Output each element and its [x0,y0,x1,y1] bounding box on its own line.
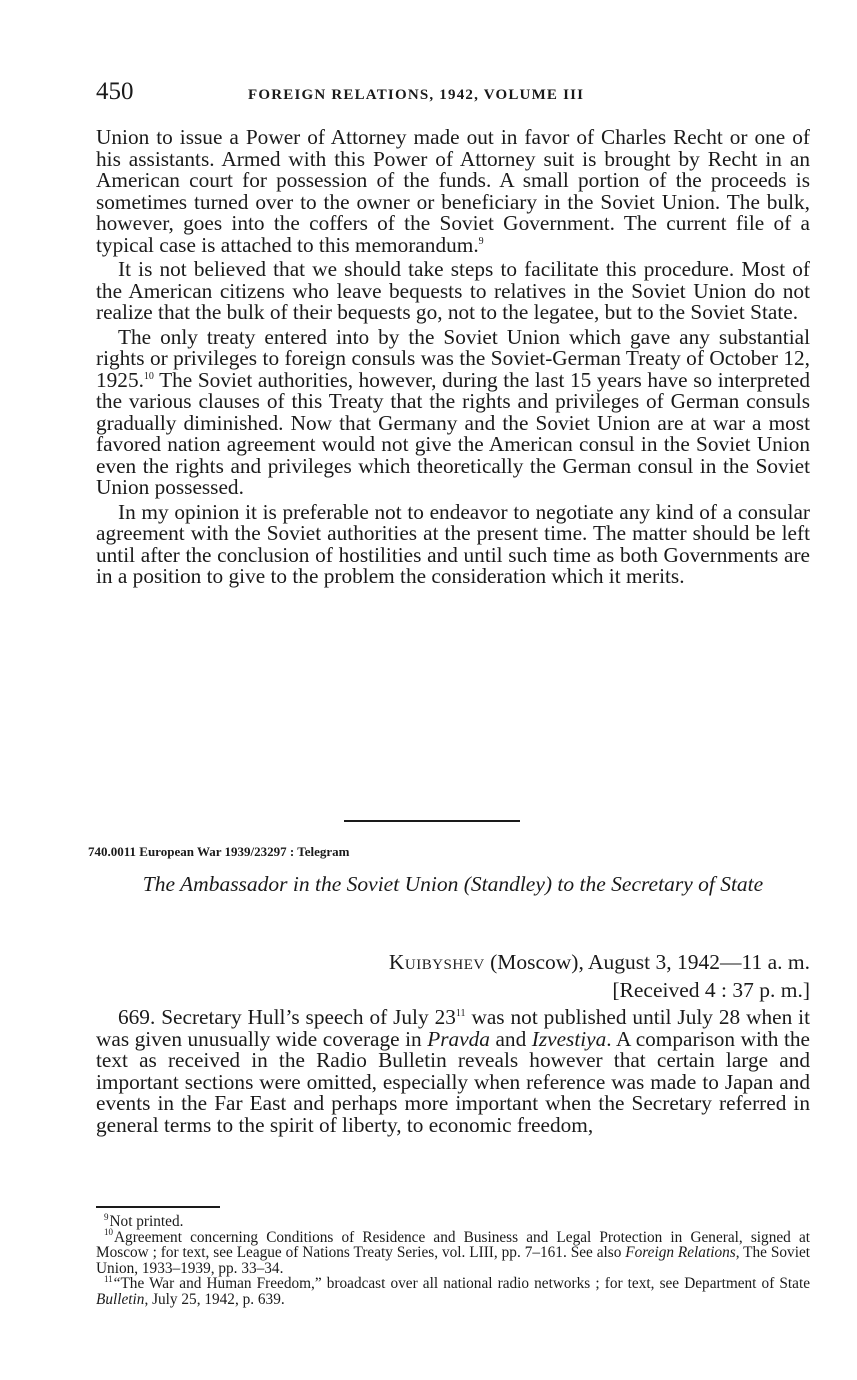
paragraph: In my opinion it is preferable not to endeavor to negotiate any kind of a consular agreement with the Soviet authorities at the present time. The matter should be left until after the conclusion of hostilities and until such time as both Governments are in a position to give to the problem the consideration which it merits. [96,499,810,588]
paragraph: Union to issue a Power of Attorney made out in favor of Charles Recht or one of his assistants. Armed with this Power of Attorney suit is brought by Recht in an American court for possession of the funds. A small portion of the proceeds is sometimes turned over to the owner or beneficiary in the Soviet Union. The bulk, however, goes into the coffers of the Soviet Government. The current file of a typical case is attached to this memorandum.$^9$ [96,125,810,257]
file-reference: 740.0011 European War 1939/23297 : Telegram [88,844,350,859]
paragraph: 669. Secretary Hull’s speech of July $23^{11}$ was not published until July 28 when it was given unusually wide coverage in Pravda and Izvestiya. A comparison with the text as received in the Radio Bulletin reveals however that certain large and important sections were omitted, especially when reference was made to Japan and events in the Far East and perhaps more important when the Secretary referred in general terms to the spirit of liberty, to economic freedom, [96,1005,810,1137]
telegram-text [96,1007,810,1137]
page-header [96,78,810,110]
running-head: FOREIGN RELATIONS, 1942, VOLUME III [248,87,585,103]
footnote-ref: 11 [455,1007,466,1019]
newspaper-name: Pravda [427,1026,490,1051]
section-divider [344,820,520,822]
document-title: The Ambassador in the Soviet Union (Standley) to the Secretary of State [142,872,764,896]
footnote: $^{10}$Agreement concerning Conditions of Residence and Business and Legal Protection in General, signed at Moscow ; for text, see League of Nations Treaty Series, vol. LIII, pp. 7–161. See also Foreign Relations, The Soviet Union, 1933–1939, pp. 33–34. [96,1227,810,1277]
memorandum-text [96,127,810,588]
footnote: $^9$Not printed. [104,1211,184,1230]
dateline: Kuibyshev (Moscow), August 3, 1942—11 a. m. [388,950,810,974]
paragraph: The only treaty entered into by the Soviet Union which gave any substantial rights or privileges to foreign consuls was the Soviet-German Treaty of October 12, 1925.10 The Soviet authorities, however, during the last 15 years have so interpreted the various clauses of this Treaty that the rights and privileges of German consuls gradually diminished. Now that Germany and the Soviet Union are at war a most favored nation agreement would not give the American consul in the Soviet Union even the rights and privileges which theoretically the German consul in the Soviet Union possessed. [96,324,810,499]
dateline-place: Kuibyshev [388,950,485,974]
footnote-divider [96,1206,220,1208]
footnote: $^{11}$“The War and Human Freedom,” broadcast over all national radio networks ; for text, see Department of State Bulletin, July 25, 1942, p. 639. [96,1273,810,1308]
footnote-ref: 9 [478,235,484,247]
received-line: [Received 4 : 37 p. m.] [612,978,810,1002]
paragraph: It is not believed that we should take steps to facilitate this procedure. Most of the American citizens who leave bequests to relatives in the Soviet Union do not realize that the bulk of their bequests go, not to the legatee, but to the Soviet State. [96,257,810,324]
newspaper-name: Izvestiya [531,1026,607,1051]
page-number: 450 [96,78,134,105]
footnotes [96,1211,810,1308]
footnote-ref: 10 [143,370,154,382]
